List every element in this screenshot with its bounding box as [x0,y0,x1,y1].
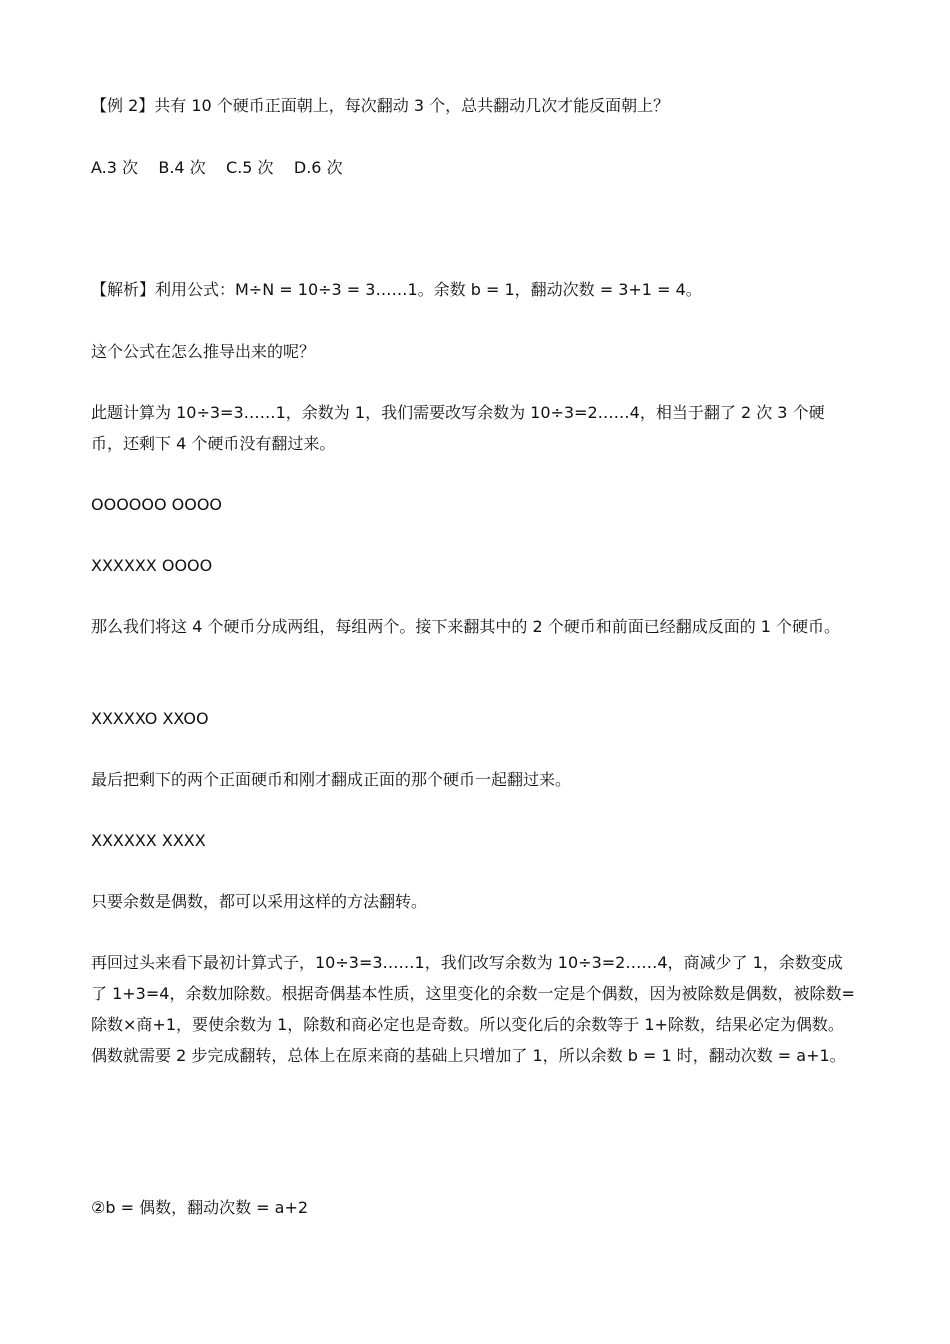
answer-options: A.3 次 B.4 次 C.5 次 D.6 次 [91,158,343,177]
paragraph: 最后把剩下的两个正面硬币和刚才翻成正面的那个硬币一起翻过来。 [91,770,572,789]
coin-state: XXXXXX XXXX [91,831,206,850]
coin-state: XXXXXO XXOO [91,709,209,728]
coin-state: OOOOOO OOOO [91,495,223,514]
analysis-text: 【解析】利用公式：M÷N = 10÷3 = 3……1。余数 b = 1，翻动次数 = 3+1 = 4。 [91,280,702,299]
case-two-heading: ②b = 偶数，翻动次数 = a+2 [91,1198,309,1217]
paragraph: 只要余数是偶数，都可以采用这样的方法翻转。 [91,892,428,911]
paragraph: 再回过头来看下最初计算式子，10÷3=3……1，我们改写余数为 10÷3=2……4，商减少了 1，余数变成了 1+3=4，余数加除数。根据奇偶基本性质，这里变化的余数一定是个偶数，因为被除数是偶数，被除数=除数×商+1，要使余数为 1，除数和商必定也是奇数。所以变化后的余数等于 1+除数，结果必定为偶数。偶数就需要 2 步完成翻转，总体上在原来商的基础上只增加了 1，所以余数 b = 1 时，翻动次数 = a+1。 [91,953,855,1065]
paragraph: 此题计算为 10÷3=3……1，余数为 1，我们需要改写余数为 10÷3=2……4，相当于翻了 2 次 3 个硬币，还剩下 4 个硬币没有翻过来。 [91,403,825,453]
question-text: 这个公式在怎么推导出来的呢？ [91,342,316,361]
example-title: 【例 2】共有 10 个硬币正面朝上，每次翻动 3 个，总共翻动几次才能反面朝上？ [91,96,670,115]
paragraph: 那么我们将这 4 个硬币分成两组，每组两个。接下来翻其中的 2 个硬币和前面已经翻成反面的 1 个硬币。 [91,617,841,636]
coin-state: XXXXXX OOOO [91,556,213,575]
